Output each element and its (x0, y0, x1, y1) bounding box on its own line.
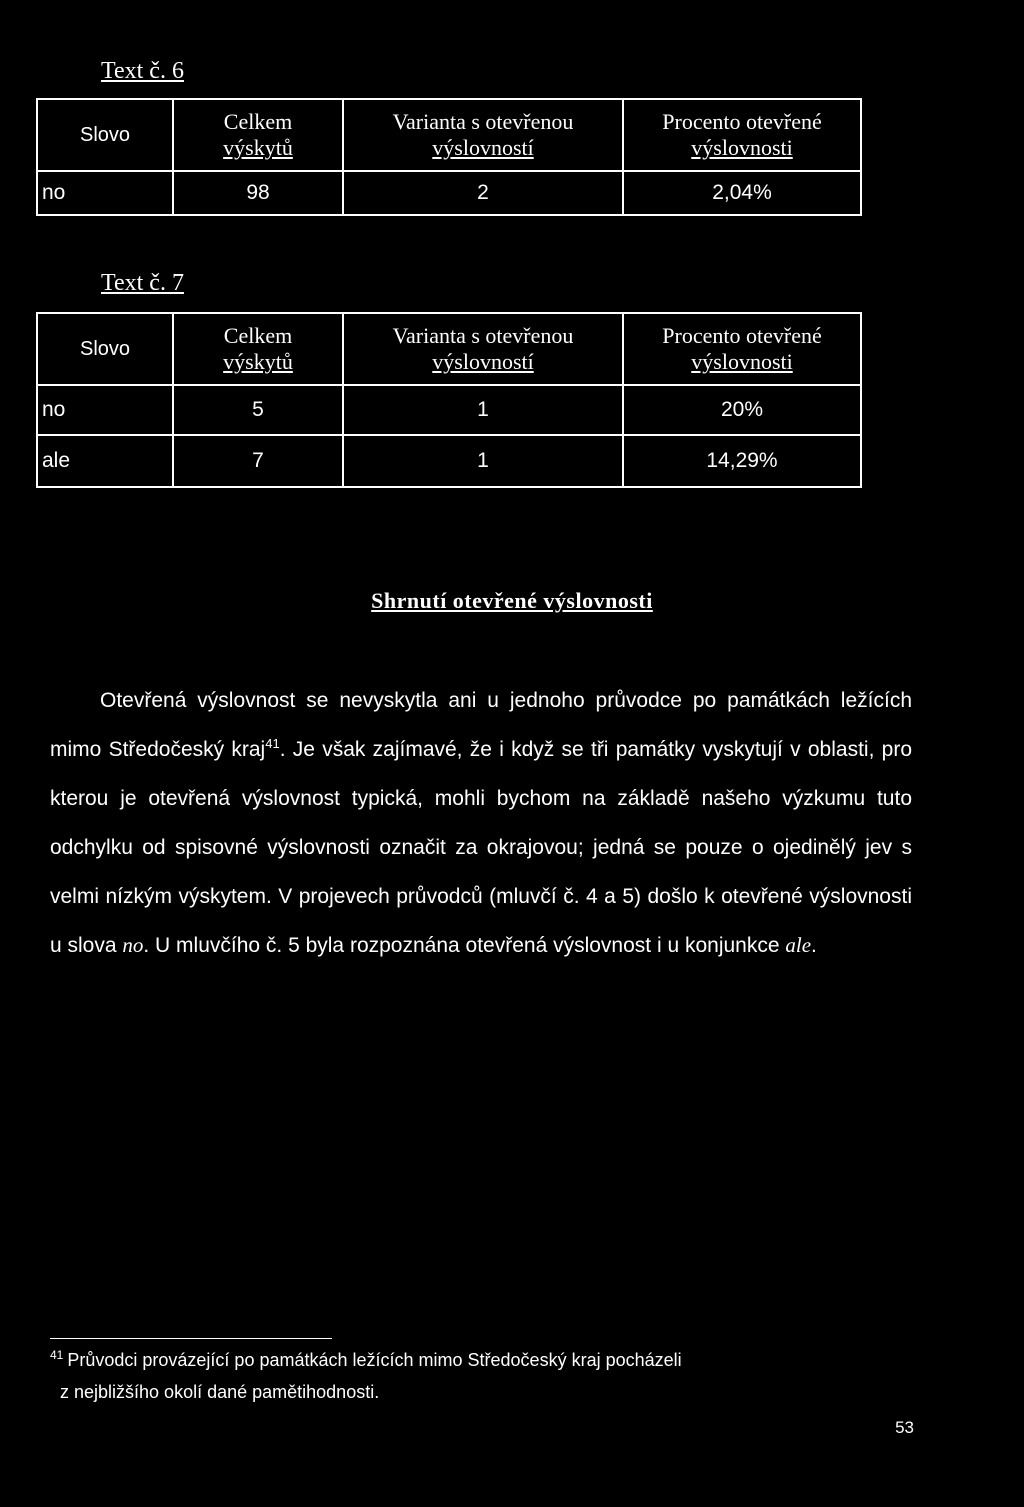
table7-header-slovo: Slovo (37, 313, 173, 385)
table-cell-percent: 14,29% (623, 435, 861, 487)
header-line: Celkem (223, 323, 293, 348)
table-cell-percent: 20% (623, 385, 861, 435)
table6-header-percent (623, 99, 861, 171)
text-run: . U mluvčího č. 5 byla rozpoznána otevřená výslovnost i u konjunkce (143, 934, 786, 957)
table-cell-word: no (37, 171, 173, 215)
header-line: Varianta s otevřenou (392, 323, 574, 348)
header-line: Procento otevřené (662, 323, 822, 348)
table-cell-variant: 1 (343, 435, 623, 487)
footnote-number: 41 (50, 1348, 64, 1362)
header-line: výslovnosti (691, 349, 793, 374)
header-line: Celkem (223, 109, 293, 134)
footnote (50, 1344, 850, 1408)
table-cell-total: 5 (173, 385, 343, 435)
table7-header-row (37, 313, 861, 385)
table-cell-total: 98 (173, 171, 343, 215)
table7 (36, 312, 862, 488)
header-line: výslovnosti (691, 135, 793, 160)
header-line: Varianta s otevřenou (392, 109, 574, 134)
page-number: 53 (895, 1418, 914, 1437)
text-run: . Je však zajímavé, že i když se tři památky vyskytují v oblasti, pro kterou je otevřená výslovnost typická, mohli bychom na základě našeho výzkumu tuto odchylku od spisovné výslovnosti označit za okrajovou; jedná se pouze o ojedinělý jev s velmi nízkým výskytem. V projevech průvodců (mluvčí č. 4 a 5) došlo k otevřené výslovnosti u slova (50, 738, 913, 957)
text-run: . (811, 934, 817, 957)
table6-header-variant (343, 99, 623, 171)
header-line: výslovností (432, 349, 534, 374)
header-line: výskytů (223, 349, 293, 374)
table-cell-word: no (37, 385, 173, 435)
footnote-ref: 41 (265, 736, 280, 751)
table-cell-word: ale (37, 435, 173, 487)
italic-word: no (122, 933, 144, 957)
table-row (37, 385, 861, 435)
table7-caption: Text č. 7 (101, 270, 184, 296)
table-cell-variant: 2 (343, 171, 623, 215)
summary-paragraph (50, 676, 912, 970)
header-line: výskytů (223, 135, 293, 160)
paragraph (50, 676, 912, 970)
table6-caption: Text č. 6 (101, 58, 184, 84)
table-row (37, 435, 861, 487)
header-line: výslovností (432, 135, 534, 160)
table6-header-slovo: Slovo (37, 99, 173, 171)
table-row (37, 171, 861, 215)
table6 (36, 98, 862, 216)
table-cell-percent: 2,04% (623, 171, 861, 215)
text-run: Otevřená výslovnost se nevyskytla ani u jednoho průvodce po památkách ležících mimo Středočeský kraj (50, 689, 912, 761)
footnote-line-1 (50, 1350, 682, 1370)
footnote-line-2: z nejbližšího okolí dané pamětihodnosti. (60, 1382, 380, 1402)
italic-word: ale (785, 933, 812, 957)
header-line: Procento otevřené (662, 109, 822, 134)
section-heading: Shrnutí otevřené výslovnosti (371, 588, 653, 613)
footnote-divider (50, 1338, 332, 1339)
table6-header-total (173, 99, 343, 171)
table7-header-total (173, 313, 343, 385)
table-cell-total: 7 (173, 435, 343, 487)
table7-header-variant (343, 313, 623, 385)
table-cell-variant: 1 (343, 385, 623, 435)
table6-header-row (37, 99, 861, 171)
footnote-text: Průvodci provázející po památkách ležících mimo Středočeský kraj pocházeli (67, 1350, 682, 1370)
table7-header-percent (623, 313, 861, 385)
